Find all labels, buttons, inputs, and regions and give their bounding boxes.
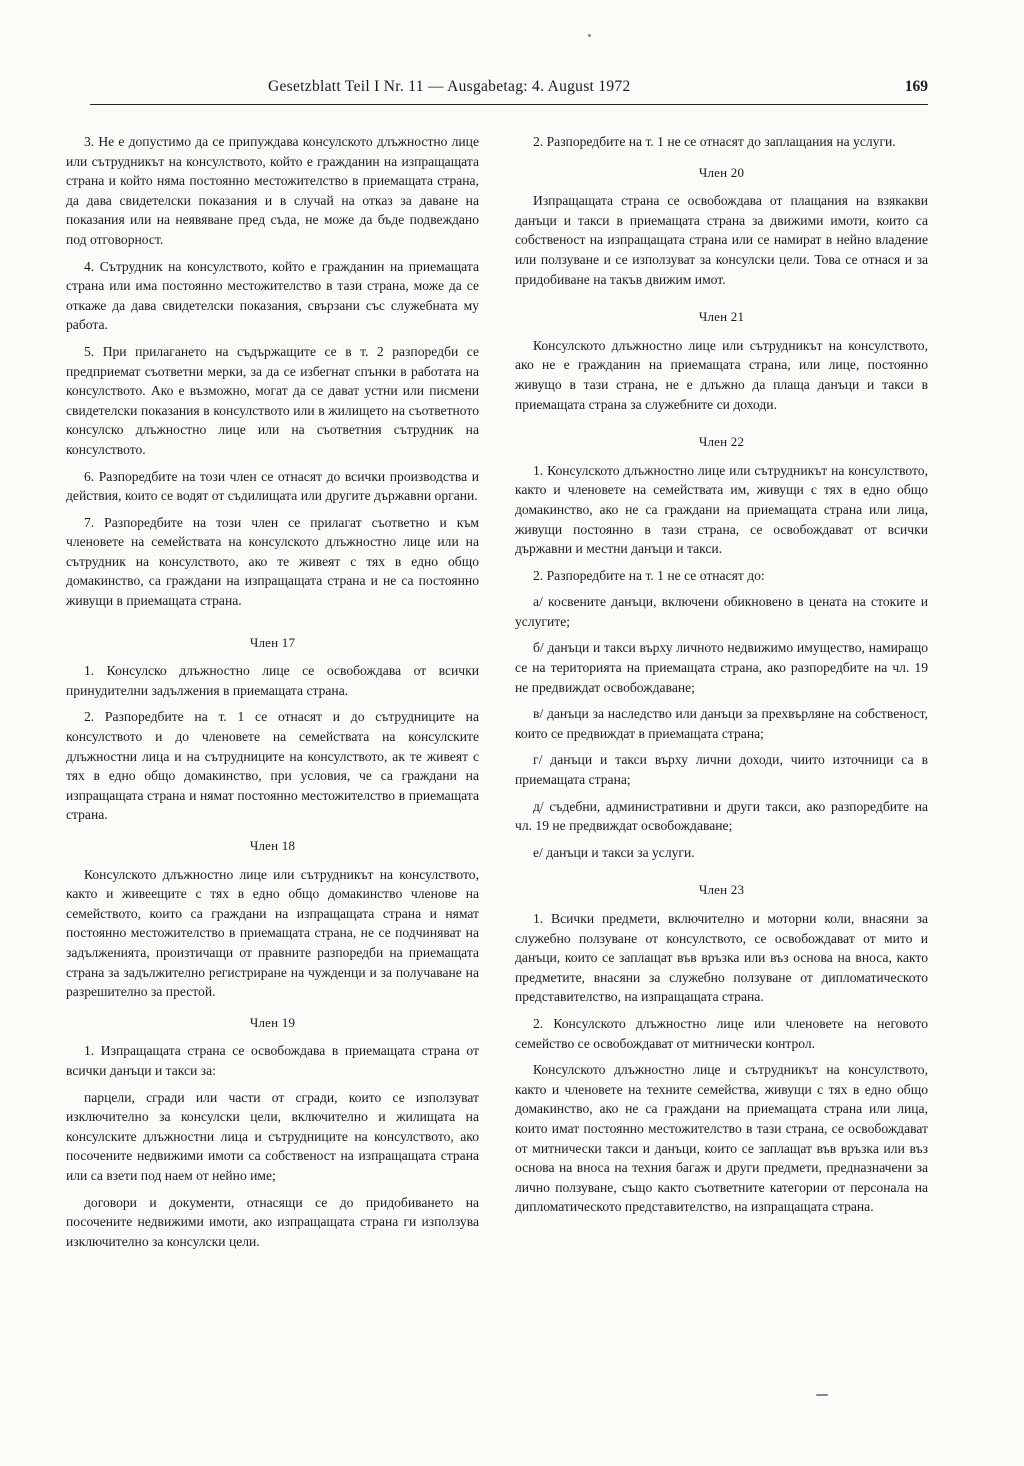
- article-21-heading: Член 21: [698, 309, 745, 325]
- header-rule: [90, 104, 928, 105]
- article-20-paragraph-1: Изпращащата страна се освобождава от плащания на взякакви данъци и такси в приемащата страна за движими имоти, които са собственост на изпращащата страна или се намират в нейно владение или ползуване и се използуват за консулски цели. Това се отнася и за придобиване на такъв движим имот.: [515, 193, 928, 287]
- article-22-item-v: в/ данъци за наследство или данъци за прехвърляне на собственост, които се предвиждат в приемащата страна;: [515, 706, 928, 741]
- article-16-paragraph-4: 4. Сътрудник на консулството, който е гражданин на приемащата страна или има постоянно местожителство в тази страна, може да се откаже да дава свидетелски показания, свързани със служебната му работа.: [66, 258, 479, 333]
- article-18-heading: Член 18: [249, 838, 296, 853]
- article-19-paragraph-2: 2. Разпоредбите на т. 1 не се отнасят до заплащания на услуги.: [533, 134, 896, 149]
- article-19-heading: Член 19: [249, 1014, 296, 1030]
- article-23-paragraph-2: 2. Консулското длъжностно лице или членовете на неговото семейство се освобождават от митнически контрол.: [515, 1015, 928, 1051]
- article-19-item-contracts: договори и документи, отнасящи се до придобиването на посочените недвижими имоти, ако изпращащата страна ги използува изключително за консулски цели.: [66, 1194, 479, 1249]
- article-16-paragraph-3: 3. Не е допустимо да се припуждава консулското длъжностно лице или сътрудникът на консулството, който е гражданин на изпращащата страна и който няма постоянно местожителство в приемащата страна, да дава свидетелски показания и в случай на отказ за даване на показания или на неявяване пред съда, не може да бъде подвеждано под отговорност.: [66, 134, 479, 247]
- article-17-paragraph-2: 2. Разпоредбите на т. 1 се отнасят и до сътрудниците на консулството и до членовете на семействата на консулските длъжностни лица и на сътрудниците на консулството, ак те живеят с тях в едно общо домакинство, при условия, че са граждани на изпращащата страна и нямат постоянно местожителство в приемащата страна.: [66, 709, 479, 823]
- left-column: [66, 132, 479, 1258]
- article-22-item-g: г/ данъци и такси върху лични доходи, чиито източници са в приемащата страна;: [515, 752, 928, 788]
- article-23-paragraph-3: Консулското длъжностно лице и сътрудникът на консулството, както и членовете на техните семейства, живущи с тях в едно общо домакинство, ако не са граждани на приемащата страна или лица, които имат постоянно местожителство в тази страна, се освобождават от митнически такси и данъци, които се заплащат във връзка или въз основа на вноса на техния багаж и други предмети, предназначени за лично ползуване, също както съответните категории от персонала на дипломатическото представителство, на изпращащата страна.: [515, 1062, 928, 1215]
- article-22-item-e: е/ данъци и такси за услуги.: [533, 844, 695, 860]
- scan-speck: [816, 1394, 828, 1396]
- article-16-paragraph-7: 7. Разпоредбите на този член се прилагат съответно и към членовете на семействата на консулското длъжностно лице или на сътрудник на консулството, ако те живеят с тях в едно общо домакинство, са граждани на изпращащата страна и не са постоянно живущи в приемащата страна.: [66, 514, 479, 609]
- article-18-paragraph-1: Консулското длъжностно лице или сътрудникът на консулството, както и живеещите с тях в едно общо домакинство членове на семейството, които са граждани на изпращащата страна и нямат постоянно местожителство в приемащата страна, не се подчиняват на задълженията, произтичащи от правните разпоредби на приемащата страна за задължително регистриране на чужденци и за получаване на разрешително за престой.: [66, 866, 479, 1000]
- article-16-paragraph-6: 6. Разпоредбите на този член се отнасят до всички производства и действия, които се водят от съдилищата или другите държавни органи.: [66, 468, 479, 504]
- scan-speck: [588, 34, 591, 37]
- article-20-heading: Член 20: [698, 164, 745, 180]
- article-23-paragraph-1: 1. Всички предмети, включително и моторни коли, внасяни за служебно ползуване от консулството, се освобождават от мито и данъци, които се заплащат във връзка или въз основа на вноса, както предметите, внасяни за служебно ползуване от дипломатическото представителство, на изпращащата страна.: [515, 911, 928, 1005]
- article-22-item-d: д/ съдебни, административни и други такси, ако разпоредбите на чл. 19 не предвиждат освобождаване;: [515, 798, 928, 834]
- right-column: [515, 132, 928, 1224]
- article-22-paragraph-2: 2. Разпоредбите на т. 1 не се отнасят до:: [533, 567, 765, 583]
- article-22-paragraph-1: 1. Консулското длъжностно лице или сътрудникът на консулството, както и членовете на семействата им, живущи с тях в едно общо домакинство, ако не са граждани на приемащата страна или лица, живущи постоянно в тази страна, се освобождават от всички държавни и местни данъци и такси.: [515, 462, 928, 557]
- article-23-heading: Член 23: [698, 882, 745, 898]
- article-22-heading: Член 22: [698, 434, 745, 450]
- article-17-paragraph-1: 1. Консулско длъжностно лице се освобождава от всички принудителни задължения в приемащата страна.: [66, 663, 479, 698]
- article-22-item-a: а/ косвените данъци, включени обикновено в цената на стоките и услугите;: [515, 594, 928, 629]
- running-title: Gesetzblatt Teil I Nr. 11 — Ausgabetag: 4. August 1972: [268, 78, 631, 95]
- page-number: 169: [904, 78, 928, 95]
- article-19-item-plots: парцели, сгради или части от сгради, които се използуват изключително за консулски цели, включително и жилищата на консулските длъжностни лица и сътрудниците на консулството, ако посочените недвижими имоти са собственост на изпращащата страна или са взети под наем от нейно име;: [66, 1089, 479, 1183]
- article-17-heading: Член 17: [249, 634, 296, 650]
- article-22-item-b: б/ данъци и такси върху личното недвижимо имущество, намиращо се на територията на приемащата страна, ако разпоредбите на чл. 19 не предвиждат освобождаване;: [515, 640, 928, 695]
- page-header: [90, 78, 928, 102]
- article-21-paragraph-1: Консулското длъжностно лице или сътрудникът на консулството, ако не е гражданин на приемащата страна, или лице, постоянно живущо в тази страна, не е длъжно да плаща данъци и такси в приемащата страна за служебните си доходи.: [515, 337, 928, 412]
- article-19-paragraph-1: 1. Изпращащата страна се освобождава в приемащата страна от всички данъци и такси за:: [66, 1043, 479, 1078]
- article-16-paragraph-5: 5. При прилагането на съдържащите се в т. 2 разпоредби се предприемат съответни мерки, за да се избегнат спънки в работата на консулството. Ако е възможно, могат да се дават устни или писмени свидетелски показания в консулството или в жилището на съответното консулско длъжностно лице или на съответния сътрудник на консулството.: [66, 343, 479, 457]
